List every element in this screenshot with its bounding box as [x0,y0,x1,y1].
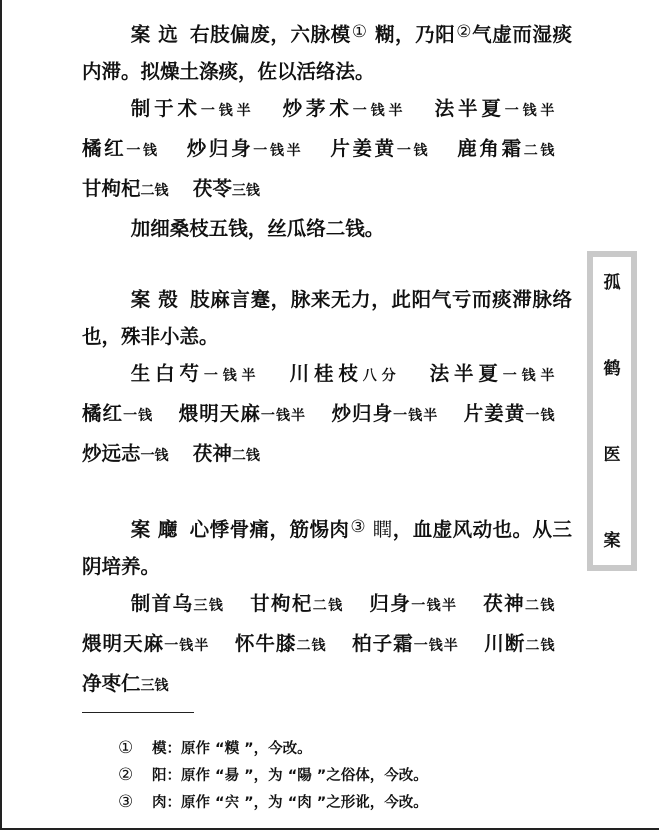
case-heading: 案 殻 [130,288,179,311]
herb-dose: 三钱 [140,678,169,694]
herb-item [82,137,160,160]
herb-item [82,672,169,695]
herb-item [330,137,430,160]
herb-name: 川桂枝 [289,362,363,385]
case-record [82,281,572,475]
herb-dose: 一钱半 [253,143,304,159]
herb-dose: 一钱半 [502,368,555,384]
herb-dose: 一钱半 [260,408,307,424]
herb-name: 炒归身 [186,137,254,160]
herb-dose: 一钱 [140,448,169,464]
herb-item [457,137,554,160]
herb-name: 柏子霜 [352,632,414,655]
footnote-number: ② [118,765,134,785]
footnote-text: 肉：原作 “宍 ”，为 “肉 ”之形讹，今改。 [152,795,428,811]
footnote-marker: ① [351,22,368,42]
herb-dose: 三钱 [231,183,260,199]
footnote-item [118,735,598,762]
herb-name: 煨明天麻 [178,402,261,425]
herb-dose: 一钱 [126,143,160,159]
footnote-number: ① [118,738,134,758]
herb-name: 生白芍 [130,362,204,385]
case-text: 气虚而湿痰内滞。拟燥土涤痰，佐以活络法。 [82,23,572,83]
herb-name: 煨明天麻 [82,632,165,655]
herb-dose: 二钱 [525,638,555,654]
herb-name: 炒归身 [331,402,394,425]
herb-name: 鹿角霜 [457,137,524,160]
herb-item [235,632,327,655]
herb-name: 甘枸杞 [82,177,141,200]
herb-name: 制首乌 [130,592,194,615]
herb-item [290,362,401,385]
footnote-item [118,762,598,789]
herb-dose: 二钱 [296,638,327,654]
herb-item [193,177,260,200]
herb-dose: 一钱半 [413,638,459,654]
case-list [82,14,572,705]
herb-dose: 一钱半 [504,103,555,119]
case-heading: 案 廰 [130,518,178,541]
prescription [82,585,572,705]
herb-name: 橘红 [82,137,127,160]
herb-name: 法半夏 [434,97,505,120]
case-text-light: 瞤 [366,518,393,541]
herb-dose: 一钱 [396,143,431,159]
herb-item [131,97,255,120]
herb-item [193,442,260,465]
herb-name: 川断 [484,632,526,655]
herb-name: 归身 [369,592,412,615]
herb-dose: 一钱半 [411,598,458,614]
herb-item [179,402,306,425]
herb-dose: 二钱 [231,448,260,464]
case-text: 肢麻言蹇，脉来无力，此阳气亏而痰滞脉络也，殊非小恙。 [82,288,572,348]
prescription-addition: 加细桑枝五钱，丝瓜络二钱。 [130,217,385,240]
herb-name: 片姜黄 [330,137,397,160]
herb-name: 橘红 [82,402,124,425]
herb-dose: 二钱 [525,598,555,614]
herb-item [484,632,554,655]
herb-name: 茯神 [192,442,232,465]
herb-item [82,177,169,200]
herb-dose: 一钱半 [352,103,407,119]
prescription [82,355,572,475]
herb-name: 炒远志 [82,442,141,465]
herb-item [250,592,344,615]
herb-item [331,402,438,425]
footnote-item [118,789,598,816]
case-description [82,281,572,355]
herb-item [82,402,153,425]
herb-item [352,632,459,655]
herb-name: 怀牛膝 [234,632,297,655]
herb-item [464,402,555,425]
herb-item [435,97,555,120]
herb-dose: 二钱 [140,183,169,199]
case-description [82,14,572,90]
herb-dose: 二钱 [523,143,555,159]
footnote-marker: ③ [350,517,367,537]
herb-dose: 三钱 [193,598,225,614]
herb-name: 净枣仁 [82,672,141,695]
herb-item [82,632,209,655]
herb-dose: 一钱 [525,408,555,424]
herb-dose: 一钱半 [393,408,439,424]
herb-name: 法半夏 [429,362,503,385]
case-record [82,14,572,247]
herb-item [131,592,225,615]
side-tab-book-title [587,251,637,571]
side-tab-char: 孤 [603,273,621,293]
herb-dose: 一钱半 [164,638,210,654]
herb-dose: 二钱 [312,598,344,614]
herb-item [483,592,554,615]
herb-name: 茯苓 [192,177,232,200]
herb-name: 炒茅术 [282,97,353,120]
herb-dose: 一钱半 [200,103,255,119]
herb-dose: 一钱 [123,408,154,424]
side-tab-char: 鹤 [603,359,621,379]
prescription [82,90,572,210]
case-text: ，血虚风动也。从三阴培养。 [82,518,572,578]
footnote-text: 阳：原作 “昜 ”，为 “陽 ”之俗体，今改。 [152,768,428,784]
case-record [82,509,572,705]
herb-name: 制于术 [130,97,201,120]
herb-item [283,97,407,120]
side-tab-char: 案 [603,531,621,551]
case-text: 糊，乃阳 [367,23,456,46]
footnote-list [118,735,598,816]
herb-name: 片姜黄 [463,402,526,425]
case-text: 心悸骨痛，筋惕肉 [189,518,350,541]
footnote-rule [82,712,194,713]
case-description [82,509,572,585]
case-heading: 案 迒 [130,23,179,46]
herb-item [187,137,304,160]
side-tab-inner [593,257,631,565]
herb-dose: 八分 [362,368,401,384]
main-text-column [82,14,572,705]
herb-item [430,362,555,385]
case-text: 右肢偏废，六脉模 [190,23,351,46]
herb-name: 茯神 [483,592,526,615]
footnote-marker: ② [456,22,473,42]
footnote-number: ③ [118,792,134,812]
herb-item [131,362,261,385]
herb-dose: 一钱半 [203,368,261,384]
herb-item [82,442,169,465]
herb-name: 甘枸杞 [250,592,313,615]
side-tab-char: 医 [603,445,621,465]
footnote-text: 模：原作 “糢 ”，今改。 [152,741,312,757]
herb-item [369,592,457,615]
